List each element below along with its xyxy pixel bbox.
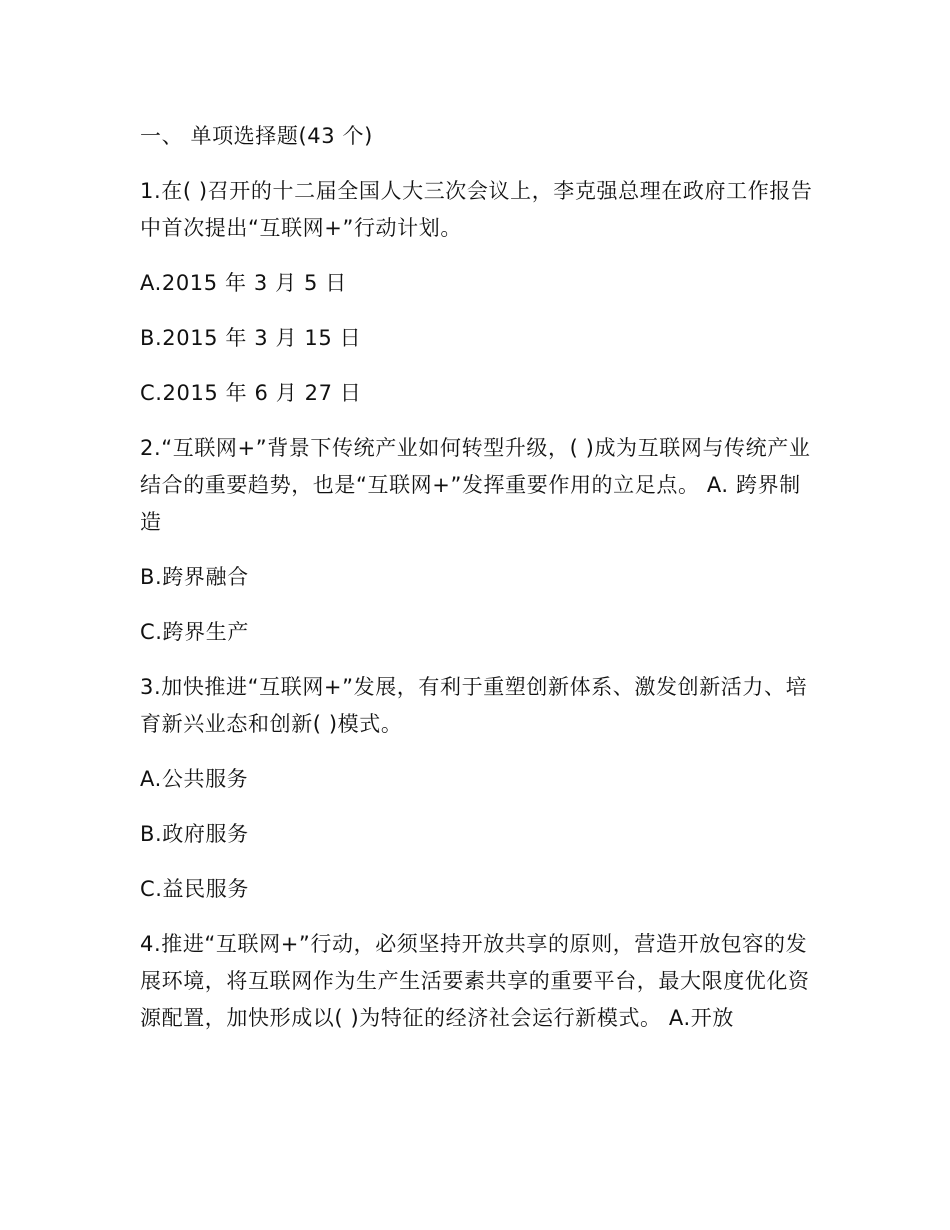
question-1-option-b: B.2015 年 3 月 15 日 <box>140 326 362 350</box>
section-title: 一、 单项选择题(43 个) <box>140 124 373 148</box>
document-content <box>140 118 820 1055</box>
question-2-stem: 2.“互联网+”背景下传统产业如何转型升级，( )成为互联网与传统产业结合的重要趋势，也是“互联网+”发挥重要作用的立足点。 A. 跨界制造 <box>140 436 811 534</box>
question-3-stem: 3.加快推进“互联网+”发展，有利于重塑创新体系、激发创新活力、培育新兴业态和创新( )模式。 <box>140 675 808 736</box>
question-1-option-c: C.2015 年 6 月 27 日 <box>140 381 362 405</box>
question-4-stem: 4.推进“互联网+”行动，必须坚持开放共享的原则，营造开放包容的发展环境，将互联网作为生产生活要素共享的重要平台，最大限度优化资源配置，加快形成以( )为特征的经济社会运行新模式。 A.开放 <box>140 932 810 1030</box>
question-2-option-c: C.跨界生产 <box>140 620 249 644</box>
question-1-stem: 1.在( )召开的十二届全国人大三次会议上，李克强总理在政府工作报告中首次提出“互联网+”行动计划。 <box>140 179 813 240</box>
question-3-option-c: C.益民服务 <box>140 877 249 901</box>
question-2-option-b: B.跨界融合 <box>140 565 249 589</box>
question-3-option-a: A.公共服务 <box>140 767 249 791</box>
question-3-option-b: B.政府服务 <box>140 822 249 846</box>
question-1-option-a: A.2015 年 3 月 5 日 <box>140 271 347 295</box>
